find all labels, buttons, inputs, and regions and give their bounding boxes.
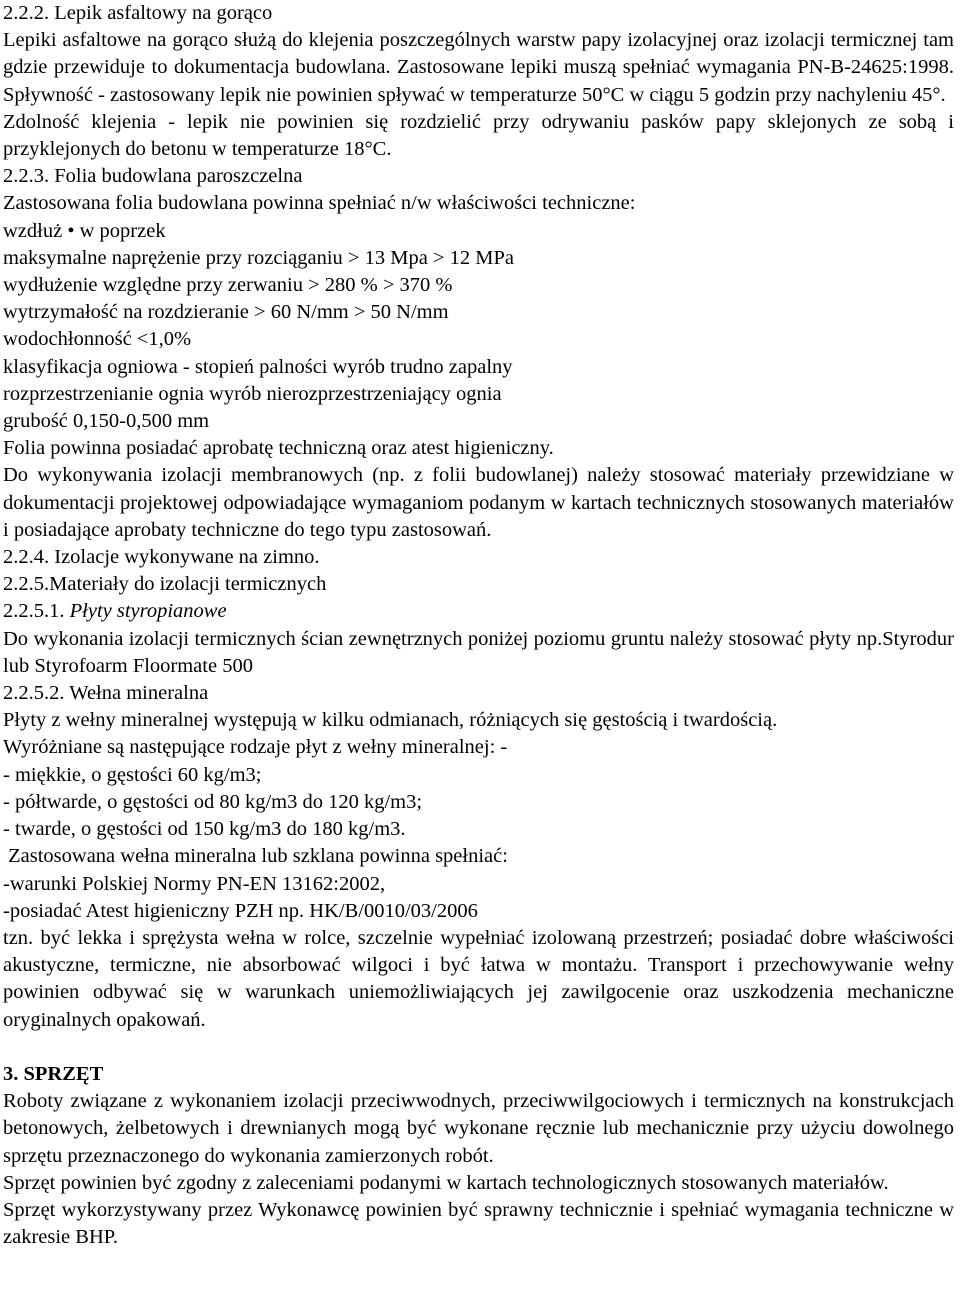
section-2-2-2-paragraph-2: Zdolność klejenia - lepik nie powinien się rozdzielić przy odrywaniu pasków papy sklejonych ze sobą i przyklejonych do betonu w temperaturze 18°C. xyxy=(3,110,954,161)
section-3-paragraph-1: Roboty związane z wykonaniem izolacji przeciwwodnych, przeciwwilgociowych i termicznych na konstrukcjach betonowych, żelbetowych i drewnianych mogą być wykonane ręcznie lub mechanicznie przy użyciu dowolnego sprzętu przeznaczonego do wykonania zamierzonych robót. xyxy=(3,1090,954,1167)
section-2-2-5-2-paragraph-2: Wyróżniane są następujące rodzaje płyt z wełny mineralnej: - xyxy=(3,736,508,759)
section-2-2-5-2-title: 2.2.5.2. Wełna mineralna xyxy=(3,682,209,705)
wool-type-semi-hard: - półtwarde, o gęstości od 80 kg/m3 do 120 kg/m3; xyxy=(3,790,423,813)
section-2-2-5-1-name: Płyty styropianowe xyxy=(69,600,227,623)
wool-type-soft: - miękkie, o gęstości 60 kg/m3; xyxy=(3,763,262,786)
section-2-2-3-title: 2.2.3. Folia budowlana paroszczelna xyxy=(3,165,303,188)
property-thickness: grubość 0,150-0,500 mm xyxy=(3,410,210,433)
section-2-2-3-membranes: Do wykonywania izolacji membranowych (np. z folii budowlanej) należy stosować materiały przewidziane w dokumentacji projektowej odpowiadające wymaganiom podanym w kartach technicznych stosowanych materiałów i posiadające aprobaty techniczne do tego typu zastosowań. xyxy=(3,464,954,541)
section-2-2-3-approval: Folia powinna posiadać aprobatę techniczną oraz atest higieniczny. xyxy=(3,437,554,460)
section-2-2-4-title: 2.2.4. Izolacje wykonywane na zimno. xyxy=(3,546,320,569)
section-2-2-5-1-text: Do wykonania izolacji termicznych ścian zewnętrznych poniżej poziomu gruntu należy stosować płyty np.Styrodur lub Styrofoarm Floormate 500 xyxy=(3,627,954,677)
section-2-2-3-intro: Zastosowana folia budowlana powinna spełniać n/w właściwości techniczne: xyxy=(3,192,636,215)
section-2-2-2-paragraph-1: Lepiki asfaltowe na gorąco służą do klejenia poszczególnych warstw papy izolacyjnej oraz izolacji termicznej tam gdzie przewiduje to dokumentacja budowlana. Zastosowane lepiki muszą spełniać wymagania PN-B-24625:1998. Spływność - zastosowany lepik nie powinien spływać w temperaturze 50°C w ciągu 5 godzin przy nachyleniu 45°. xyxy=(3,29,954,106)
section-2-2-5-2-paragraph-3: tzn. być lekka i sprężysta wełna w rolce, szczelnie wypełniać izolowaną przestrzeń; posiadać dobre właściwości akustyczne, termiczne, nie absorbować wilgoci i być łatwa w montażu. Transport i przechowywanie wełny powinien odbywać się w warunkach uniemożliwiających jej zawilgocenie oraz uszkodzenia mechaniczne oryginalnych opakowań. xyxy=(3,926,954,1031)
spacer xyxy=(3,1034,954,1061)
property-tear-strength: wytrzymałość na rozdzieranie > 60 N/mm > 50 N/mm xyxy=(3,301,449,324)
property-elongation: wydłużenie względne przy zerwaniu > 280 % > 370 % xyxy=(3,274,453,297)
section-2-2-5-title: 2.2.5.Materiały do izolacji termicznych xyxy=(3,573,327,596)
section-3-title: 3. SPRZĘT xyxy=(3,1062,104,1085)
property-water-absorption: wodochłonność <1,0% xyxy=(3,328,192,351)
section-2-2-5-1-number: 2.2.5.1. xyxy=(3,600,70,623)
section-2-2-5-2-paragraph-1: Płyty z wełny mineralnej występują w kilku odmianach, różniących się gęstością i twardością. xyxy=(3,709,778,732)
requirements-intro: Zastosowana wełna mineralna lub szklana powinna spełniać: xyxy=(3,845,508,868)
wool-type-hard: - twarde, o gęstości od 150 kg/m3 do 180 kg/m3. xyxy=(3,818,406,841)
section-2-2-3-columns: wzdłuż • w poprzek xyxy=(3,219,166,242)
section-3-paragraph-2: Sprzęt powinien być zgodny z zaleceniami podanymi w kartach technologicznych stosowanych materiałów. xyxy=(3,1171,889,1194)
section-2-2-5-1-title xyxy=(3,598,954,625)
section-3-paragraph-3: Sprzęt wykorzystywany przez Wykonawcę powinien być sprawny technicznie i spełniać wymagania techniczne w zakresie BHP. xyxy=(3,1198,954,1249)
property-fire-class: klasyfikacja ogniowa - stopień palności wyrób trudno zapalny xyxy=(3,355,513,378)
section-2-2-2-title: 2.2.2. Lepik asfaltowy na gorąco xyxy=(3,2,273,24)
property-tensile-stress: maksymalne naprężenie przy rozciąganiu > 13 Mpa > 12 MPa xyxy=(3,246,514,269)
requirement-certificate: -posiadać Atest higieniczny PZH np. HK/B/0010/03/2006 xyxy=(3,899,478,922)
property-fire-spread: rozprzestrzenianie ognia wyrób nierozprzestrzeniający ognia xyxy=(3,382,502,405)
requirement-standard: -warunki Polskiej Normy PN-EN 13162:2002, xyxy=(3,872,386,895)
